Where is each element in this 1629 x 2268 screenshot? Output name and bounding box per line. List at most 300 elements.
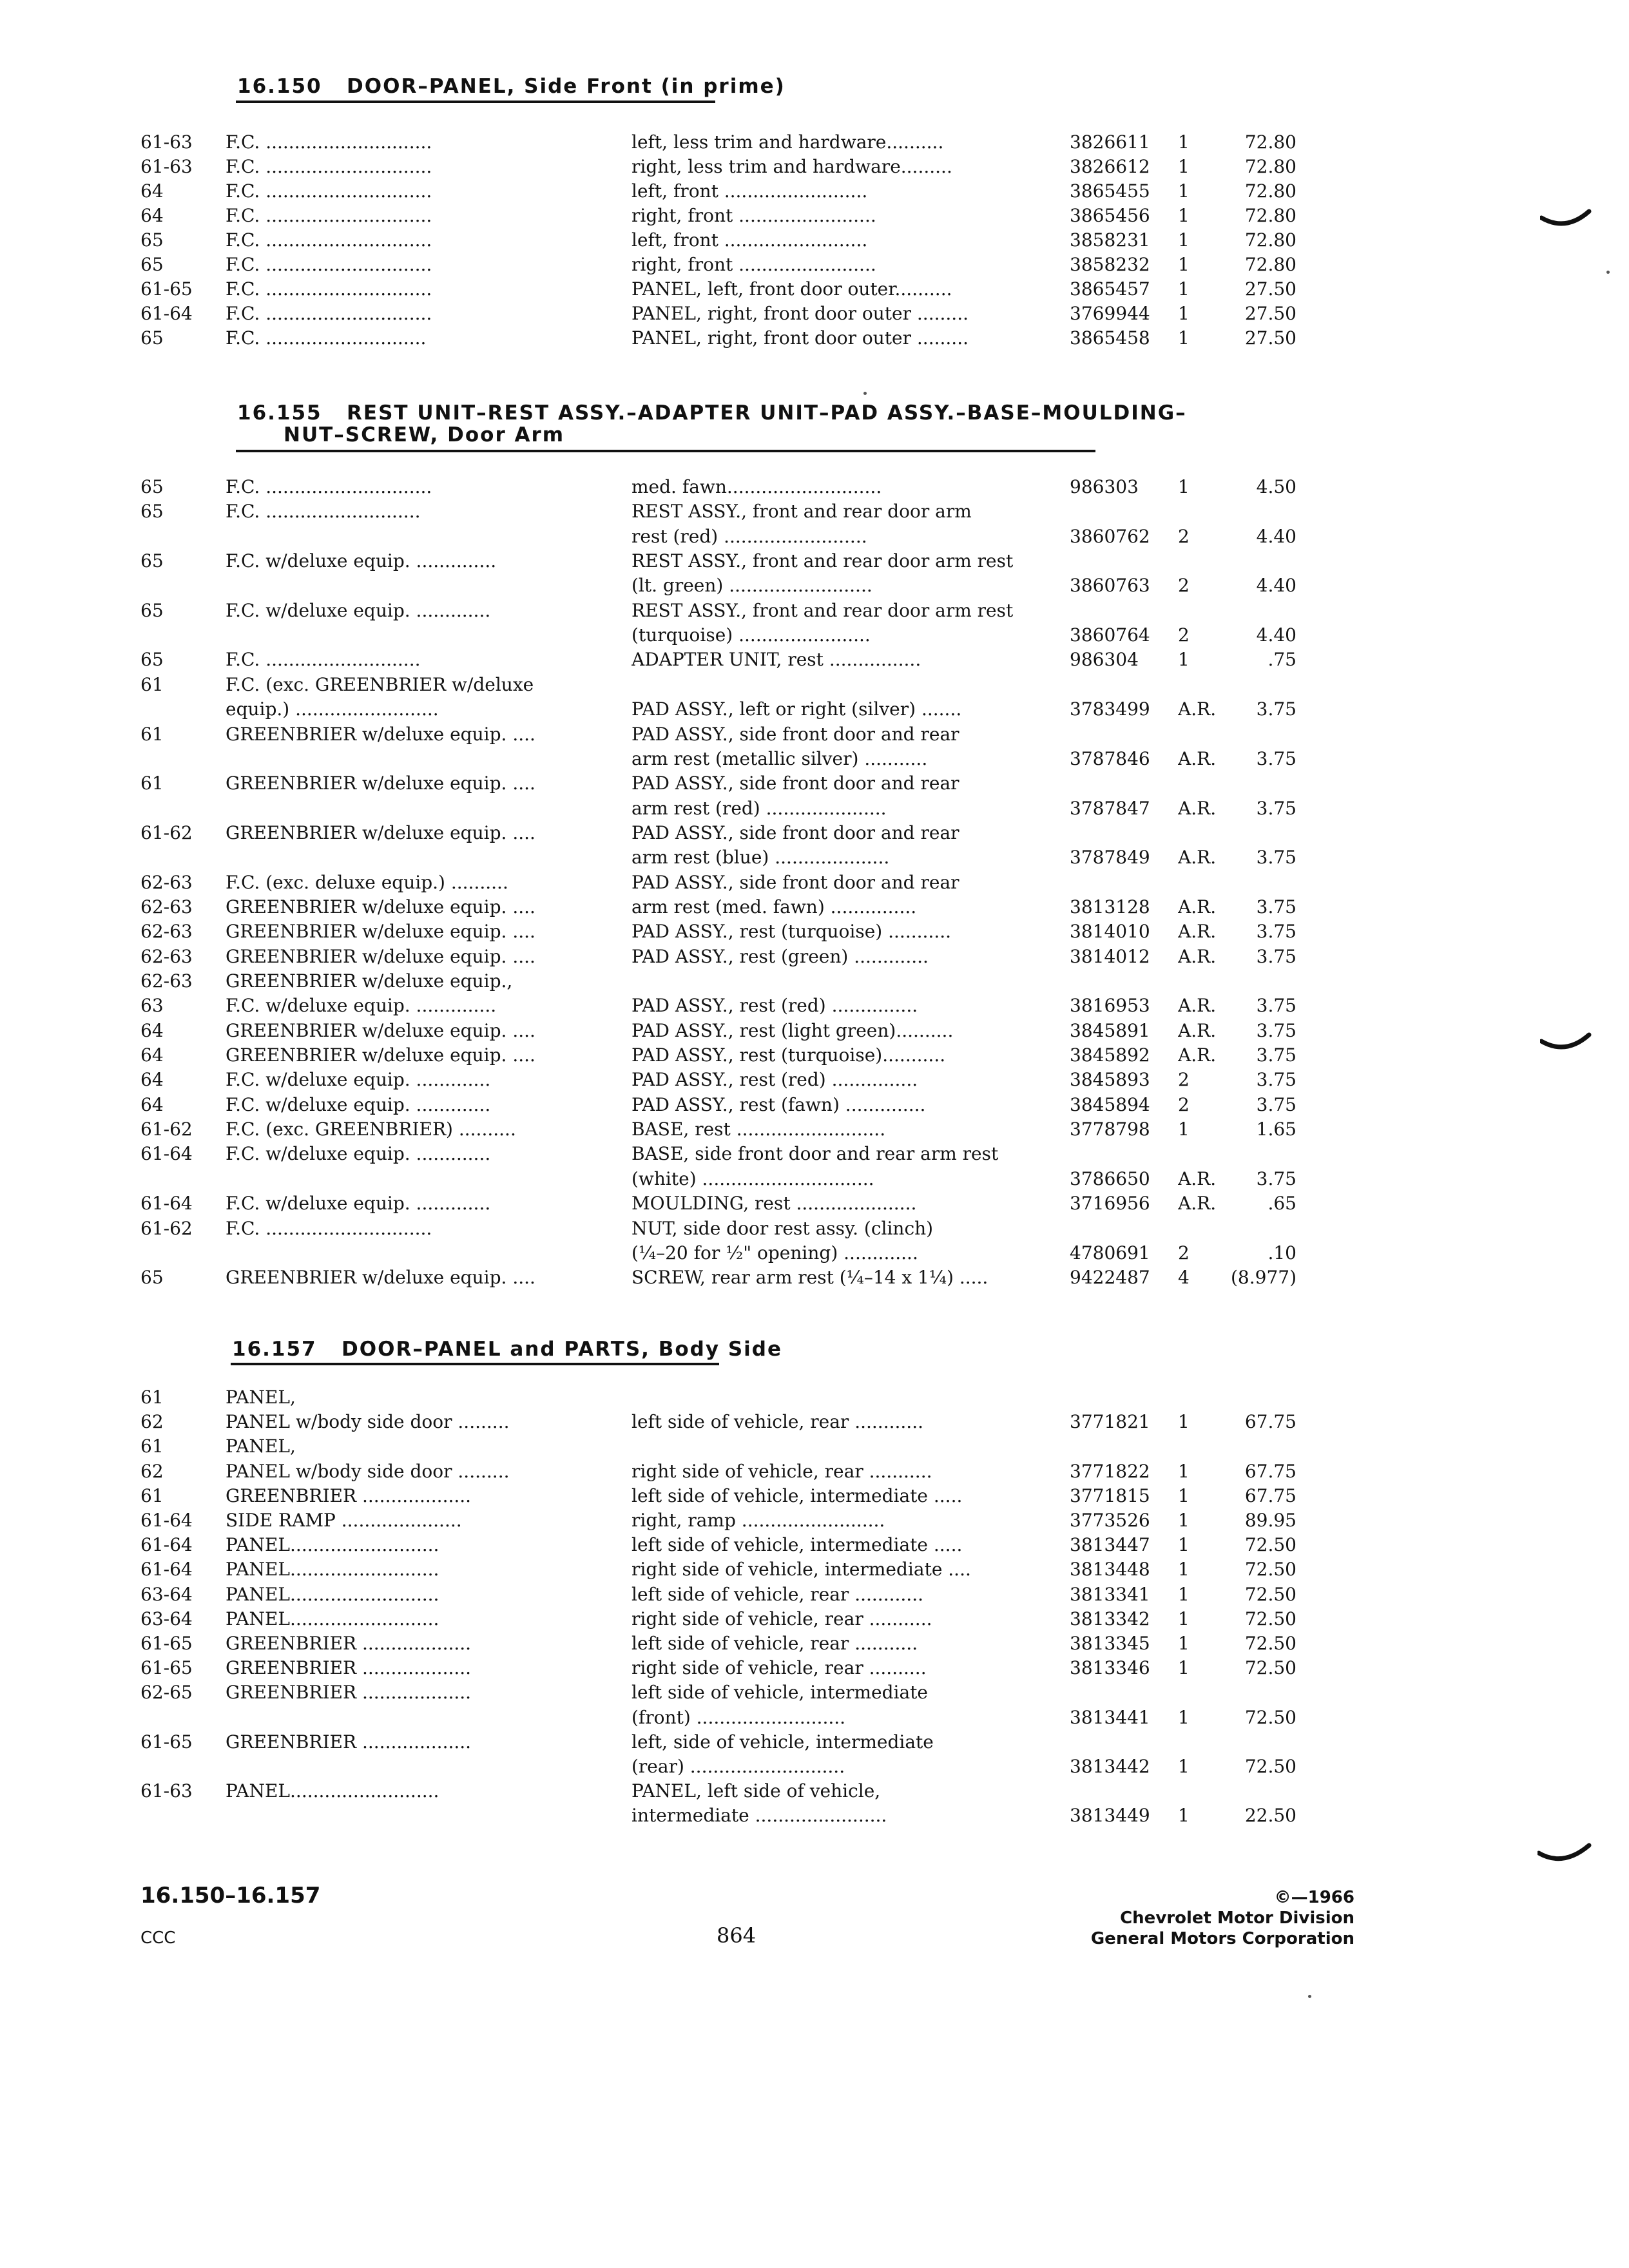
model-years: 65	[140, 649, 164, 671]
price: 1.65	[1256, 1119, 1296, 1140]
part-description: left, front .........................	[631, 180, 868, 202]
part-number: 3865457	[1070, 278, 1150, 300]
application: F.C. .............................	[226, 254, 432, 275]
table-row	[0, 1557, 1629, 1583]
table-row	[0, 1093, 1629, 1119]
part-description: arm rest (blue) ....................	[631, 847, 890, 869]
price: 27.50	[1244, 278, 1296, 300]
part-number: 3814010	[1070, 921, 1150, 943]
quantity: 1	[1178, 156, 1190, 177]
table-row	[0, 1068, 1629, 1093]
application: GREENBRIER ...................	[226, 1731, 472, 1753]
application: PANEL w/body side door .........	[226, 1411, 510, 1433]
price: 3.75	[1256, 1069, 1296, 1091]
application: GREENBRIER w/deluxe equip. ....	[226, 1019, 535, 1041]
part-number: 3816953	[1070, 995, 1150, 1017]
application: GREENBRIER ...................	[226, 1485, 472, 1506]
quantity: 2	[1178, 525, 1190, 547]
table-row	[0, 919, 1629, 945]
quantity: 1	[1178, 1510, 1190, 1531]
price: 3.75	[1256, 1093, 1296, 1115]
table-row	[0, 1459, 1629, 1485]
part-number: 3813345	[1070, 1633, 1150, 1654]
part-description: arm rest (red) .....................	[631, 797, 887, 819]
quantity: 1	[1178, 1706, 1190, 1728]
quantity: 2	[1178, 575, 1190, 597]
part-description: REST ASSY., front and rear door arm rest	[631, 550, 1014, 572]
application: PANEL..........................	[226, 1583, 439, 1605]
price: 3.75	[1256, 747, 1296, 769]
price: 72.50	[1244, 1559, 1296, 1581]
model-years: 61-65	[140, 1633, 193, 1654]
table-row	[0, 1680, 1629, 1706]
price: 67.75	[1244, 1460, 1296, 1482]
table-row	[0, 1265, 1629, 1291]
table-row	[0, 475, 1629, 501]
quantity: 2	[1178, 1093, 1190, 1115]
part-number: 3787849	[1070, 847, 1150, 869]
part-description: BASE, rest ..........................	[631, 1119, 886, 1140]
model-years: 61-62	[140, 822, 193, 843]
part-number: 3860762	[1070, 525, 1150, 547]
application: F.C. .............................	[226, 229, 432, 251]
quantity: 1	[1178, 1608, 1190, 1629]
part-number: 3860764	[1070, 624, 1150, 646]
part-description: left side of vehicle, rear ............	[631, 1411, 924, 1433]
application: F.C. w/deluxe equip. .............	[226, 599, 491, 621]
price: 4.40	[1256, 624, 1296, 646]
part-description: (lt. green) .........................	[631, 575, 872, 597]
table-row	[0, 573, 1629, 599]
application: GREENBRIER w/deluxe equip.,	[226, 970, 513, 992]
table-row	[0, 326, 1629, 352]
application: PANEL..........................	[226, 1534, 439, 1556]
application: F.C. (exc. deluxe equip.) ..........	[226, 871, 508, 893]
section-underline	[236, 101, 715, 103]
part-description: ADAPTER UNIT, rest ................	[631, 649, 921, 671]
part-description: intermediate .......................	[631, 1805, 887, 1827]
table-row	[0, 1142, 1629, 1168]
application: PANEL w/body side door .........	[226, 1460, 510, 1482]
price: 72.80	[1244, 131, 1296, 153]
table-row	[0, 969, 1629, 995]
quantity: A.R.	[1178, 921, 1217, 943]
quantity: A.R.	[1178, 847, 1217, 869]
price: 3.75	[1256, 995, 1296, 1017]
quantity: 2	[1178, 1242, 1190, 1264]
price: 3.75	[1256, 945, 1296, 967]
footer-division: Chevrolet Motor Division	[1120, 1908, 1354, 1928]
part-number: 4780691	[1070, 1242, 1150, 1264]
quantity: 1	[1178, 476, 1190, 497]
application: GREENBRIER w/deluxe equip. ....	[226, 723, 535, 745]
table-row	[0, 1385, 1629, 1411]
application: F.C. .............................	[226, 180, 432, 202]
table-row	[0, 524, 1629, 550]
model-years: 64	[140, 180, 164, 202]
section-header	[237, 74, 786, 99]
price: 72.80	[1244, 156, 1296, 177]
application: F.C. ...........................	[226, 649, 421, 671]
price: 72.50	[1244, 1706, 1296, 1728]
price: 72.50	[1244, 1756, 1296, 1777]
application: PANEL..........................	[226, 1559, 439, 1581]
part-number: 3771822	[1070, 1460, 1150, 1482]
quantity: A.R.	[1178, 1044, 1217, 1066]
model-years: 61-62	[140, 1217, 193, 1239]
section-header	[237, 401, 1187, 425]
part-description: PAD ASSY., side front door and rear	[631, 871, 959, 893]
table-row	[0, 870, 1629, 896]
model-years: 61-63	[140, 1780, 193, 1802]
part-description: (turquoise) .......................	[631, 624, 871, 646]
application: equip.) .........................	[226, 698, 439, 720]
table-row	[0, 204, 1629, 229]
table-row	[0, 253, 1629, 278]
model-years: 63	[140, 995, 164, 1017]
model-years: 65	[140, 476, 164, 497]
part-number: 3813128	[1070, 896, 1150, 918]
part-number: 3826611	[1070, 131, 1150, 153]
section-header-line2: NUT–SCREW, Door Arm	[284, 423, 565, 447]
table-row	[0, 895, 1629, 921]
model-years: 61-65	[140, 1657, 193, 1679]
scan-mark-decoration	[1540, 1030, 1592, 1055]
quantity: 1	[1178, 205, 1190, 226]
model-years: 62-63	[140, 921, 193, 943]
table-row	[0, 1019, 1629, 1044]
model-years: 65	[140, 254, 164, 275]
price: 3.75	[1256, 1168, 1296, 1189]
application: F.C. w/deluxe equip. ..............	[226, 550, 497, 572]
scan-dot-decoration	[863, 392, 867, 395]
application: GREENBRIER w/deluxe equip. ....	[226, 822, 535, 843]
model-years: 62-63	[140, 970, 193, 992]
table-row	[0, 771, 1629, 797]
model-years: 61-64	[140, 303, 193, 324]
part-description: right side of vehicle, rear ...........	[631, 1608, 932, 1629]
application: F.C. w/deluxe equip. .............	[226, 1143, 491, 1165]
application: SIDE RAMP .....................	[226, 1510, 462, 1531]
part-number: 3813342	[1070, 1608, 1150, 1629]
footer-code: CCC	[140, 1928, 176, 1948]
table-row	[0, 1434, 1629, 1460]
part-number: 3787847	[1070, 797, 1150, 819]
model-years: 65	[140, 1267, 164, 1289]
table-row	[0, 821, 1629, 847]
table-row	[0, 722, 1629, 748]
part-description: med. fawn...........................	[631, 476, 882, 497]
part-description: left side of vehicle, intermediate .....	[631, 1534, 963, 1556]
application: F.C. .............................	[226, 476, 432, 497]
table-row	[0, 945, 1629, 970]
price: .75	[1268, 649, 1296, 671]
application: PANEL,	[226, 1436, 296, 1457]
part-description: PAD ASSY., rest (red) ...............	[631, 995, 918, 1017]
section-title: DOOR–PANEL and PARTS, Body Side	[342, 1338, 783, 1361]
application: GREENBRIER w/deluxe equip. ....	[226, 921, 535, 943]
table-row	[0, 1754, 1629, 1780]
application: F.C. w/deluxe equip. .............	[226, 1193, 491, 1215]
table-row	[0, 599, 1629, 624]
part-description: right, ramp .........................	[631, 1510, 885, 1531]
model-years: 61-65	[140, 278, 193, 300]
footer-range: 16.150–16.157	[140, 1883, 321, 1908]
model-years: 62-65	[140, 1682, 193, 1704]
application: GREENBRIER w/deluxe equip. ....	[226, 945, 535, 967]
table-row	[0, 648, 1629, 673]
quantity: 1	[1178, 327, 1190, 349]
part-number: 3786650	[1070, 1168, 1150, 1189]
part-number: 3769944	[1070, 303, 1150, 324]
quantity: 1	[1178, 254, 1190, 275]
part-number: 3865456	[1070, 205, 1150, 226]
price: 89.95	[1244, 1510, 1296, 1531]
model-years: 64	[140, 1069, 164, 1091]
part-description: (¼–20 for ½" opening) .............	[631, 1242, 918, 1264]
model-years: 61	[140, 1485, 164, 1506]
application: GREENBRIER ...................	[226, 1633, 472, 1654]
price: 4.40	[1256, 525, 1296, 547]
part-number: 3778798	[1070, 1119, 1150, 1140]
table-row	[0, 1167, 1629, 1193]
part-description: PANEL, right, front door outer .........	[631, 327, 969, 349]
price: 4.40	[1256, 575, 1296, 597]
part-number: 3858231	[1070, 229, 1150, 251]
table-row	[0, 796, 1629, 822]
part-description: PAD ASSY., rest (fawn) ..............	[631, 1093, 926, 1115]
application: F.C. .............................	[226, 156, 432, 177]
part-description: right side of vehicle, intermediate ....	[631, 1559, 971, 1581]
application: F.C. .............................	[226, 205, 432, 226]
price: 27.50	[1244, 303, 1296, 324]
part-description: PAD ASSY., rest (green) .............	[631, 945, 929, 967]
application: F.C. (exc. GREENBRIER) ..........	[226, 1119, 516, 1140]
table-row	[0, 1043, 1629, 1069]
table-row	[0, 277, 1629, 303]
section-underline	[231, 1363, 719, 1365]
price: 67.75	[1244, 1411, 1296, 1433]
table-row	[0, 1533, 1629, 1559]
model-years: 62-63	[140, 871, 193, 893]
quantity: 1	[1178, 131, 1190, 153]
application: F.C. ............................	[226, 327, 427, 349]
price: 72.50	[1244, 1657, 1296, 1679]
model-years: 62-63	[140, 896, 193, 918]
model-years: 65	[140, 550, 164, 572]
price: 4.50	[1256, 476, 1296, 497]
quantity: A.R.	[1178, 1168, 1217, 1189]
table-row	[0, 697, 1629, 723]
table-row	[0, 1216, 1629, 1242]
part-description: left side of vehicle, rear ............	[631, 1583, 924, 1605]
price: 3.75	[1256, 1044, 1296, 1066]
section-number: 16.157	[232, 1338, 317, 1361]
part-description: PANEL, right, front door outer .........	[631, 303, 969, 324]
table-row	[0, 1607, 1629, 1633]
quantity: 1	[1178, 180, 1190, 202]
model-years: 65	[140, 327, 164, 349]
part-number: 3813346	[1070, 1657, 1150, 1679]
quantity: A.R.	[1178, 797, 1217, 819]
quantity: 1	[1178, 1657, 1190, 1679]
part-description: left side of vehicle, intermediate .....	[631, 1485, 963, 1506]
application: F.C. .............................	[226, 1217, 432, 1239]
part-description: SCREW, rear arm rest (¼–14 x 1¼) .....	[631, 1267, 988, 1289]
part-number: 3787846	[1070, 747, 1150, 769]
part-description: right, less trim and hardware.........	[631, 156, 952, 177]
quantity: A.R.	[1178, 1019, 1217, 1041]
part-description: left side of vehicle, intermediate	[631, 1682, 928, 1704]
part-description: PAD ASSY., rest (light green)..........	[631, 1019, 954, 1041]
price: 3.75	[1256, 847, 1296, 869]
price: 22.50	[1244, 1805, 1296, 1827]
table-row	[0, 1410, 1629, 1436]
application: GREENBRIER ...................	[226, 1682, 472, 1704]
model-years: 61	[140, 773, 164, 794]
part-number: 9422487	[1070, 1267, 1150, 1289]
part-number: 3773526	[1070, 1510, 1150, 1531]
model-years: 61	[140, 723, 164, 745]
part-number: 3716956	[1070, 1193, 1150, 1215]
application: F.C. .............................	[226, 131, 432, 153]
quantity: 1	[1178, 1534, 1190, 1556]
quantity: 1	[1178, 1411, 1190, 1433]
quantity: A.R.	[1178, 945, 1217, 967]
part-number: 3813447	[1070, 1534, 1150, 1556]
quantity: A.R.	[1178, 1193, 1217, 1215]
part-number: 3813448	[1070, 1559, 1150, 1581]
part-number: 3813441	[1070, 1706, 1150, 1728]
application: F.C. w/deluxe equip. ..............	[226, 995, 497, 1017]
part-description: (rear) ...........................	[631, 1756, 845, 1777]
part-description: PAD ASSY., side front door and rear	[631, 723, 959, 745]
table-row	[0, 1484, 1629, 1510]
part-description: right side of vehicle, rear ..........	[631, 1657, 927, 1679]
part-description: BASE, side front door and rear arm rest	[631, 1143, 999, 1165]
quantity: 1	[1178, 1559, 1190, 1581]
model-years: 61-64	[140, 1534, 193, 1556]
part-number: 986304	[1070, 649, 1139, 671]
table-row	[0, 1656, 1629, 1682]
price: 72.50	[1244, 1583, 1296, 1605]
part-description: PANEL, left side of vehicle,	[631, 1780, 881, 1802]
part-number: 3865455	[1070, 180, 1150, 202]
model-years: 65	[140, 501, 164, 523]
part-description: left, side of vehicle, intermediate	[631, 1731, 934, 1753]
part-description: REST ASSY., front and rear door arm rest	[631, 599, 1014, 621]
part-number: 986303	[1070, 476, 1139, 497]
price: (8.977)	[1230, 1267, 1296, 1289]
table-row	[0, 179, 1629, 205]
application: PANEL,	[226, 1387, 296, 1408]
application: GREENBRIER w/deluxe equip. ....	[226, 896, 535, 918]
application: F.C. ...........................	[226, 501, 421, 523]
footer-copyright: ©—1966	[1274, 1888, 1354, 1907]
table-row	[0, 499, 1629, 525]
model-years: 62	[140, 1411, 164, 1433]
part-description: (white) ..............................	[631, 1168, 874, 1189]
application: PANEL..........................	[226, 1780, 439, 1802]
model-years: 64	[140, 1019, 164, 1041]
price: 72.80	[1244, 254, 1296, 275]
model-years: 61-63	[140, 131, 193, 153]
part-number: 3860763	[1070, 575, 1150, 597]
application: F.C. .............................	[226, 303, 432, 324]
model-years: 64	[140, 1093, 164, 1115]
part-description: arm rest (med. fawn) ...............	[631, 896, 917, 918]
part-description: left side of vehicle, rear ...........	[631, 1633, 918, 1654]
part-description: left, less trim and hardware..........	[631, 131, 944, 153]
part-number: 3845893	[1070, 1069, 1150, 1091]
quantity: 1	[1178, 1119, 1190, 1140]
scan-mark-decoration	[1540, 206, 1592, 232]
application: F.C. w/deluxe equip. .............	[226, 1093, 491, 1115]
price: 72.50	[1244, 1633, 1296, 1654]
part-description: PAD ASSY., side front door and rear	[631, 773, 959, 794]
section-underline	[236, 450, 1095, 452]
quantity: A.R.	[1178, 896, 1217, 918]
table-row	[0, 673, 1629, 698]
table-row	[0, 1779, 1629, 1805]
quantity: A.R.	[1178, 995, 1217, 1017]
quantity: 1	[1178, 1756, 1190, 1777]
model-years: 61-64	[140, 1143, 193, 1165]
part-number: 3771815	[1070, 1485, 1150, 1506]
part-number: 3813449	[1070, 1805, 1150, 1827]
quantity: A.R.	[1178, 747, 1217, 769]
application: GREENBRIER w/deluxe equip. ....	[226, 1267, 535, 1289]
price: 3.75	[1256, 698, 1296, 720]
part-description: rest (red) .........................	[631, 525, 867, 547]
price: 72.80	[1244, 180, 1296, 202]
price: .65	[1268, 1193, 1296, 1215]
scan-dot-decoration	[1308, 1995, 1311, 1998]
model-years: 61-63	[140, 156, 193, 177]
quantity: 1	[1178, 1633, 1190, 1654]
quantity: 2	[1178, 624, 1190, 646]
model-years: 61	[140, 1387, 164, 1408]
quantity: 1	[1178, 1460, 1190, 1482]
table-row	[0, 1631, 1629, 1657]
model-years: 61-64	[140, 1510, 193, 1531]
price: 72.50	[1244, 1608, 1296, 1629]
quantity: 1	[1178, 1583, 1190, 1605]
quantity: 1	[1178, 278, 1190, 300]
model-years: 61-64	[140, 1193, 193, 1215]
price: 27.50	[1244, 327, 1296, 349]
section-header	[232, 1337, 782, 1361]
table-row	[0, 747, 1629, 773]
footer-corporation: General Motors Corporation	[1090, 1929, 1354, 1948]
part-description: PANEL, left, front door outer..........	[631, 278, 952, 300]
part-description: MOULDING, rest .....................	[631, 1193, 917, 1215]
section-title: DOOR–PANEL, Side Front (in prime)	[347, 75, 786, 98]
price: 3.75	[1256, 896, 1296, 918]
table-row	[0, 1706, 1629, 1731]
part-description: PAD ASSY., left or right (silver) .......	[631, 698, 962, 720]
part-description: (front) ..........................	[631, 1706, 846, 1728]
table-row	[0, 155, 1629, 180]
table-row	[0, 228, 1629, 254]
quantity: 2	[1178, 1069, 1190, 1091]
part-number: 3771821	[1070, 1411, 1150, 1433]
application: GREENBRIER w/deluxe equip. ....	[226, 1044, 535, 1066]
quantity: 1	[1178, 229, 1190, 251]
part-description: PAD ASSY., rest (turquoise) ...........	[631, 921, 952, 943]
part-description: REST ASSY., front and rear door arm	[631, 501, 972, 523]
table-row	[0, 623, 1629, 649]
